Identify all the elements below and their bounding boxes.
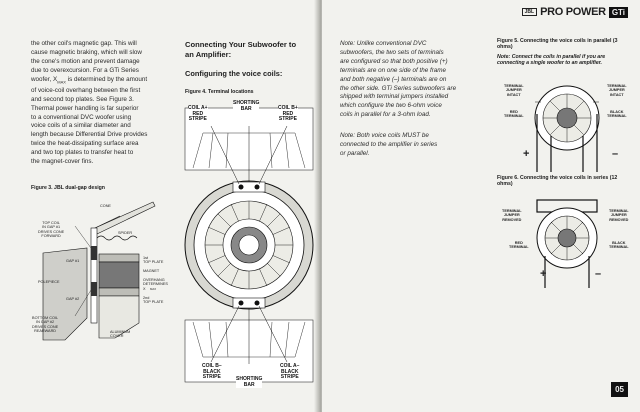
fig3-label-magnet: MAGNET (143, 269, 160, 273)
xmax-symbol: woofer, X (31, 75, 58, 83)
fig4-label-coil-a-plus: COIL A+ RED STRIPE (188, 105, 208, 123)
fig6-label-black: BLACK TERMINAL (609, 241, 629, 250)
note-line: subwoofers, the two sets of terminals (340, 48, 444, 56)
fig3-label-overhang-sub: MAX (150, 287, 157, 291)
figure4-diagram (183, 98, 315, 392)
fig6-minus-sign: – (595, 268, 602, 280)
fig5-label-jumper-right: TERMINAL JUMPER INTACT (607, 84, 627, 97)
figure4-caption: Figure 4. Terminal locations (185, 89, 254, 95)
note-line: shipped with terminal jumpers installed (340, 93, 449, 101)
fig4-label-coil-b-minus: COIL B– BLACK STRIPE (202, 363, 222, 381)
figure3-caption: Figure 3. JBL dual-gap design (31, 185, 105, 191)
fig3-label-top-plate-1: 1st TOP PLATE (143, 256, 164, 265)
fig5-plus-sign: + (523, 148, 530, 160)
note-line: Note: Both voice coils MUST be (340, 132, 429, 139)
note-line: or parallel. (340, 149, 370, 157)
body-line: and second top plates. See Figure 3. (31, 95, 134, 103)
xmax-subscript: MAX (57, 78, 66, 84)
body-line: Thermal power handling is far superior (31, 104, 139, 112)
body-line (31, 76, 161, 87)
note-line: coils in parallel for a 3-ohm load. (340, 111, 431, 119)
section-subheading: Configuring the voice coils: (185, 69, 283, 78)
note-series-parallel (340, 132, 490, 159)
brand-header (522, 6, 628, 18)
left-page (0, 0, 318, 412)
jbl-logo: JBL (522, 8, 537, 16)
page-number: 05 (611, 382, 628, 397)
note-line: connected to the amplifier in series (340, 140, 438, 148)
model-badge: GTi (609, 7, 628, 18)
note-line: and both negative (–) terminals are on (340, 75, 447, 83)
note-line: terminals are on one side of the frame (340, 66, 447, 74)
fig4-label-shorting-bar-top: SHORTING BAR (233, 100, 260, 112)
fig3-label-spider: SPIDER (118, 231, 133, 235)
body-line: twice the heat-dissipating surface area (31, 140, 139, 148)
fig3-label-bottom-coil: BOTTOM COIL IN GAP #2 DRIVES CONE REARWARD (32, 316, 59, 333)
note-line: the other side. GTi Series subwoofers are (340, 84, 457, 92)
fig3-label-gap1: GAP #1 (66, 259, 80, 263)
fig6-label-jumper-right: TERMINAL JUMPER REMOVED (609, 209, 629, 222)
body-line: of voice-coil overhang between the first (31, 86, 141, 94)
body-line: due to overexcursion. For a GTi Series (31, 66, 139, 74)
fig3-label-aluminum-cover: ALUMINUM COVER (110, 330, 131, 339)
figure6-caption: Figure 6. Connecting the voice coils in series (12 ohms) (497, 175, 618, 188)
brand-name: PRO POWER (540, 6, 606, 18)
fig5-label-black: BLACK TERMINAL (607, 110, 627, 119)
fig3-label-top-coil: TOP COIL IN GAP #1 DRIVES CONE FORWARD (38, 221, 65, 238)
fig3-label-polepiece: POLEPIECE (38, 280, 60, 284)
fig4-label-shorting-bar-bottom: SHORTING BAR (236, 376, 263, 388)
fig3-label-top-plate-2: 2nd TOP PLATE (143, 296, 164, 305)
body-paragraph (31, 40, 161, 167)
figure5-caption: Figure 5. Connecting the voice coils in parallel (3 ohms) (497, 38, 618, 51)
body-line: voice coils of a similar diameter and (31, 122, 131, 130)
note-line: Note: Unlike conventional DVC (340, 40, 427, 47)
body-line: cause magnetic braking, which will slow (31, 48, 142, 56)
right-page (322, 0, 640, 412)
fig6-plus-sign: + (540, 268, 547, 280)
fig6-label-jumper-left: TERMINAL JUMPER REMOVED (502, 209, 522, 222)
figure5-note: Note: Connect the coils in parallel if you are connecting a single woofer to an amplifier. (497, 54, 606, 67)
note-line: are configured so that both positive (+) (340, 57, 448, 65)
fig3-label-cone: CONE (100, 204, 111, 208)
fig4-label-coil-a-minus: COIL A– BLACK STRIPE (280, 363, 300, 381)
fig6-label-red: RED TERMINAL (509, 241, 529, 250)
section-heading: Connecting Your Subwoofer to an Amplifier: (185, 40, 297, 59)
body-line: the magnet-cover fins. (31, 158, 94, 166)
fig4-label-coil-b-plus: COIL B+ RED STRIPE (278, 105, 298, 123)
body-line: the other coil's magnetic gap. This will (31, 40, 137, 47)
fig3-label-overhang: OVERHANG DETERMINES X (143, 278, 168, 291)
fig5-label-jumper-left: TERMINAL JUMPER INTACT (504, 84, 524, 97)
body-line: to a conventional DVC woofer using (31, 113, 132, 121)
body-line: and two top plates to transfer heat to (31, 149, 134, 157)
fig5-minus-sign: – (612, 148, 619, 160)
fig3-label-gap2: GAP #2 (66, 297, 80, 301)
note-line: which configure the two 6-ohm voice (340, 102, 442, 110)
note-terminal-config (340, 40, 490, 120)
body-line: length because Differential Drive provides (31, 131, 148, 139)
body-line: the cone's motion and prevent damage (31, 57, 140, 65)
fig5-label-red: RED TERMINAL (504, 110, 524, 119)
body-line-tail: is determined by the amount (67, 75, 148, 83)
